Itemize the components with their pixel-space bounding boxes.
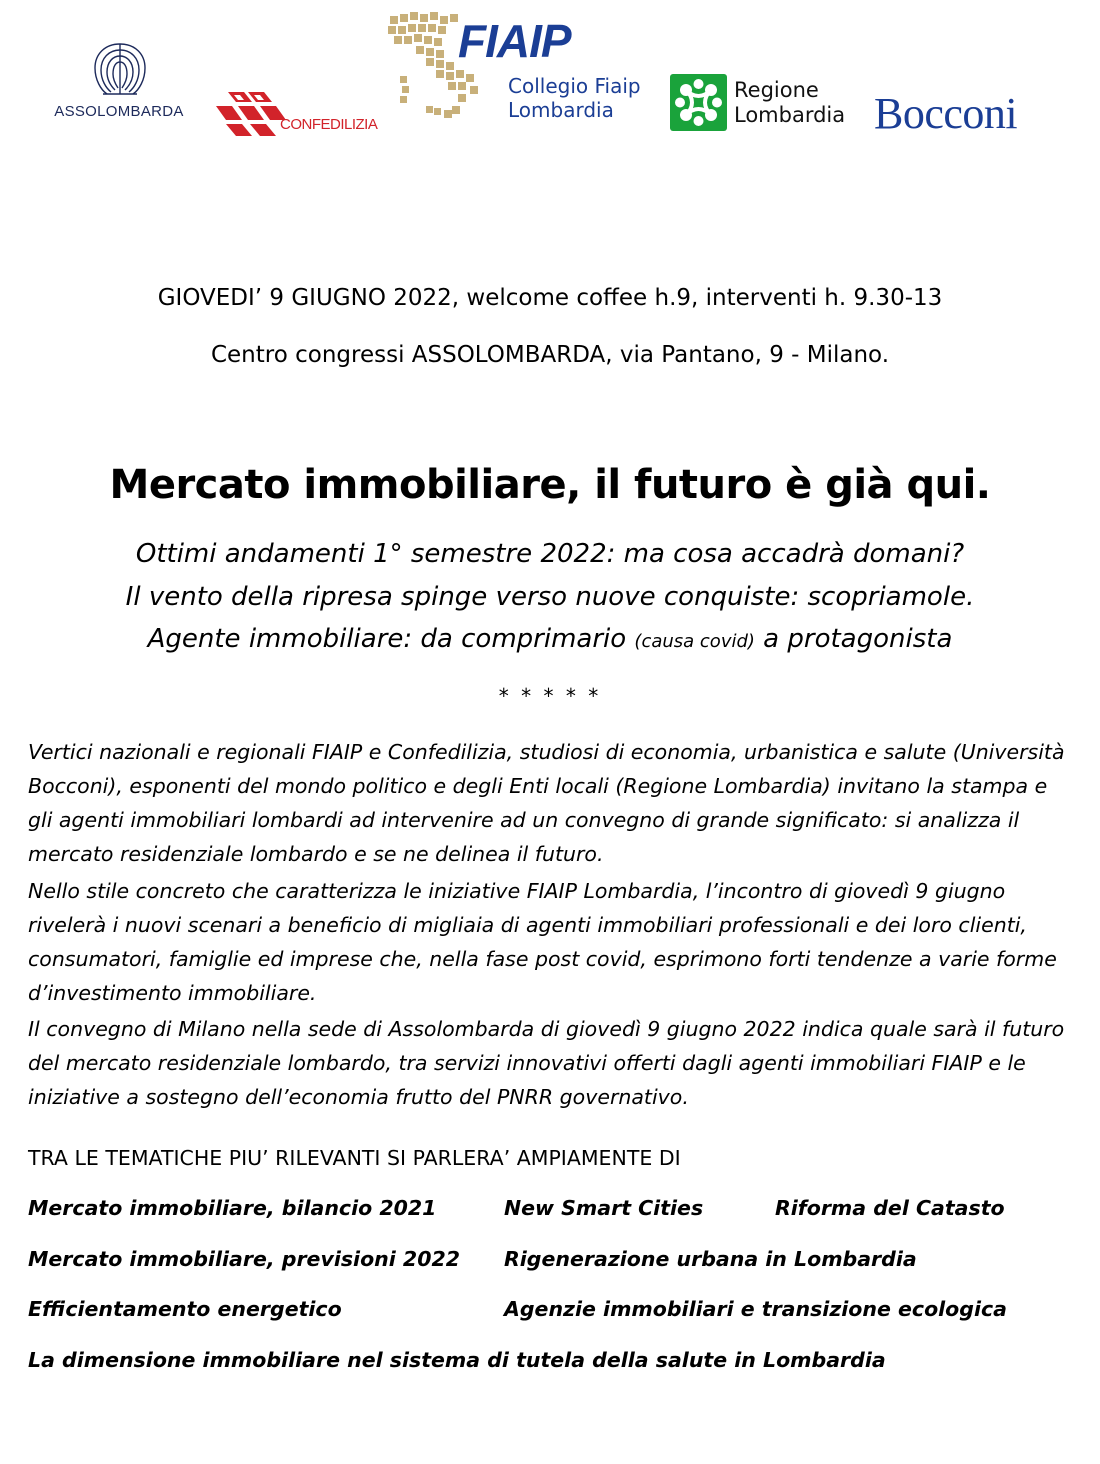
subtitle-line-2: Il vento della ripresa spinge verso nuove conquiste: scopriamole.	[125, 582, 975, 612]
fiaip-logo-line2: Lombardia	[508, 98, 614, 122]
topic-item: Agenzie immobiliari e transizione ecologica	[504, 1297, 1007, 1321]
topic-item: Mercato immobiliare, bilancio 2021	[28, 1196, 437, 1220]
topic-item: Efficientamento energetico	[28, 1297, 342, 1321]
topic-item: Riforma del Catasto	[775, 1196, 1005, 1220]
bocconi-logo-text: Bocconi	[874, 89, 1018, 138]
rosa-camuna-icon	[670, 74, 727, 131]
page-title: Mercato immobiliare, il futuro è già qui.	[109, 462, 991, 508]
topic-item: Rigenerazione urbana in Lombardia	[504, 1247, 917, 1271]
subtitle-line-3-start: Agente immobiliare: da comprimario	[147, 624, 635, 654]
assolombarda-logo	[44, 40, 194, 125]
subtitle-line-1: Ottimi andamenti 1° semestre 2022: ma cosa accadrà domani?	[135, 539, 965, 569]
assolombarda-emblem-icon	[89, 40, 151, 98]
subtitle-line-3-note: (causa covid)	[634, 631, 755, 652]
subtitle-line-3-end: a protagonista	[754, 624, 953, 654]
regione-logo-line1: Regione	[734, 78, 819, 102]
assolombarda-logo-text: ASSOLOMBARDA	[54, 103, 184, 120]
subtitle-line-3	[0, 624, 1100, 654]
paragraph-3: Il convegno di Milano nella sede di Assolombarda di giovedì 9 giugno 2022 indica quale sarà il futuro del mercato residenziale lombardo, tra servizi innovativi offerti dagli agenti immobiliari FIAIP e le iniziative a sostegno dell’economia frutto del PNRR governativo.	[28, 1017, 1065, 1109]
confedilizia-logo	[214, 90, 389, 138]
separator: * * * * *	[498, 684, 602, 708]
event-date-line: GIOVEDI’ 9 GIUGNO 2022, welcome coffee h.9, interventi h. 9.30-13	[157, 285, 943, 311]
regione-lombardia-logo	[670, 74, 870, 132]
regione-lombardia-emblem	[670, 74, 727, 131]
regione-logo-line2: Lombardia	[734, 103, 846, 127]
fiaip-logo	[386, 10, 656, 125]
bocconi-logo	[874, 88, 1034, 138]
topics-heading: TRA LE TEMATICHE PIU’ RILEVANTI SI PARLERA’ AMPIAMENTE DI	[28, 1146, 681, 1170]
fiaip-logo-line1: Collegio Fiaip	[508, 74, 641, 98]
paragraph-2: Nello stile concreto che caratterizza le iniziative FIAIP Lombardia, l’incontro di giovedì 9 giugno rivelerà i nuovi scenari a beneficio di migliaia di agenti immobiliari professionali e dei loro clienti, consumatori, famiglie ed imprese che, nella fase post covid, esprimono forti tendenze a varie forme d’investimento immobiliare.	[28, 879, 1057, 1005]
topic-item: Mercato immobiliare, previsioni 2022	[28, 1247, 460, 1271]
fiaip-logo-brand: FIAIP	[458, 15, 571, 67]
topic-item: La dimensione immobiliare nel sistema di tutela della salute in Lombardia	[28, 1348, 886, 1372]
confedilizia-logo-text: CONFEDILIZIA	[280, 116, 378, 133]
paragraph-1: Vertici nazionali e regionali FIAIP e Confedilizia, studiosi di economia, urbanistica e salute (Università Bocconi), esponenti del mondo politico e degli Enti locali (Regione Lombardia) invitano la stampa e gli agenti immobiliari lombardi ad intervenire ad un convegno di grande significato: si analizza il mercato residenziale lombardo e se ne delinea il futuro.	[28, 740, 1065, 866]
topic-item: New Smart Cities	[504, 1196, 704, 1220]
event-place-line: Centro congressi ASSOLOMBARDA, via Pantano, 9 - Milano.	[210, 342, 890, 368]
logo-bar	[0, 0, 1100, 150]
